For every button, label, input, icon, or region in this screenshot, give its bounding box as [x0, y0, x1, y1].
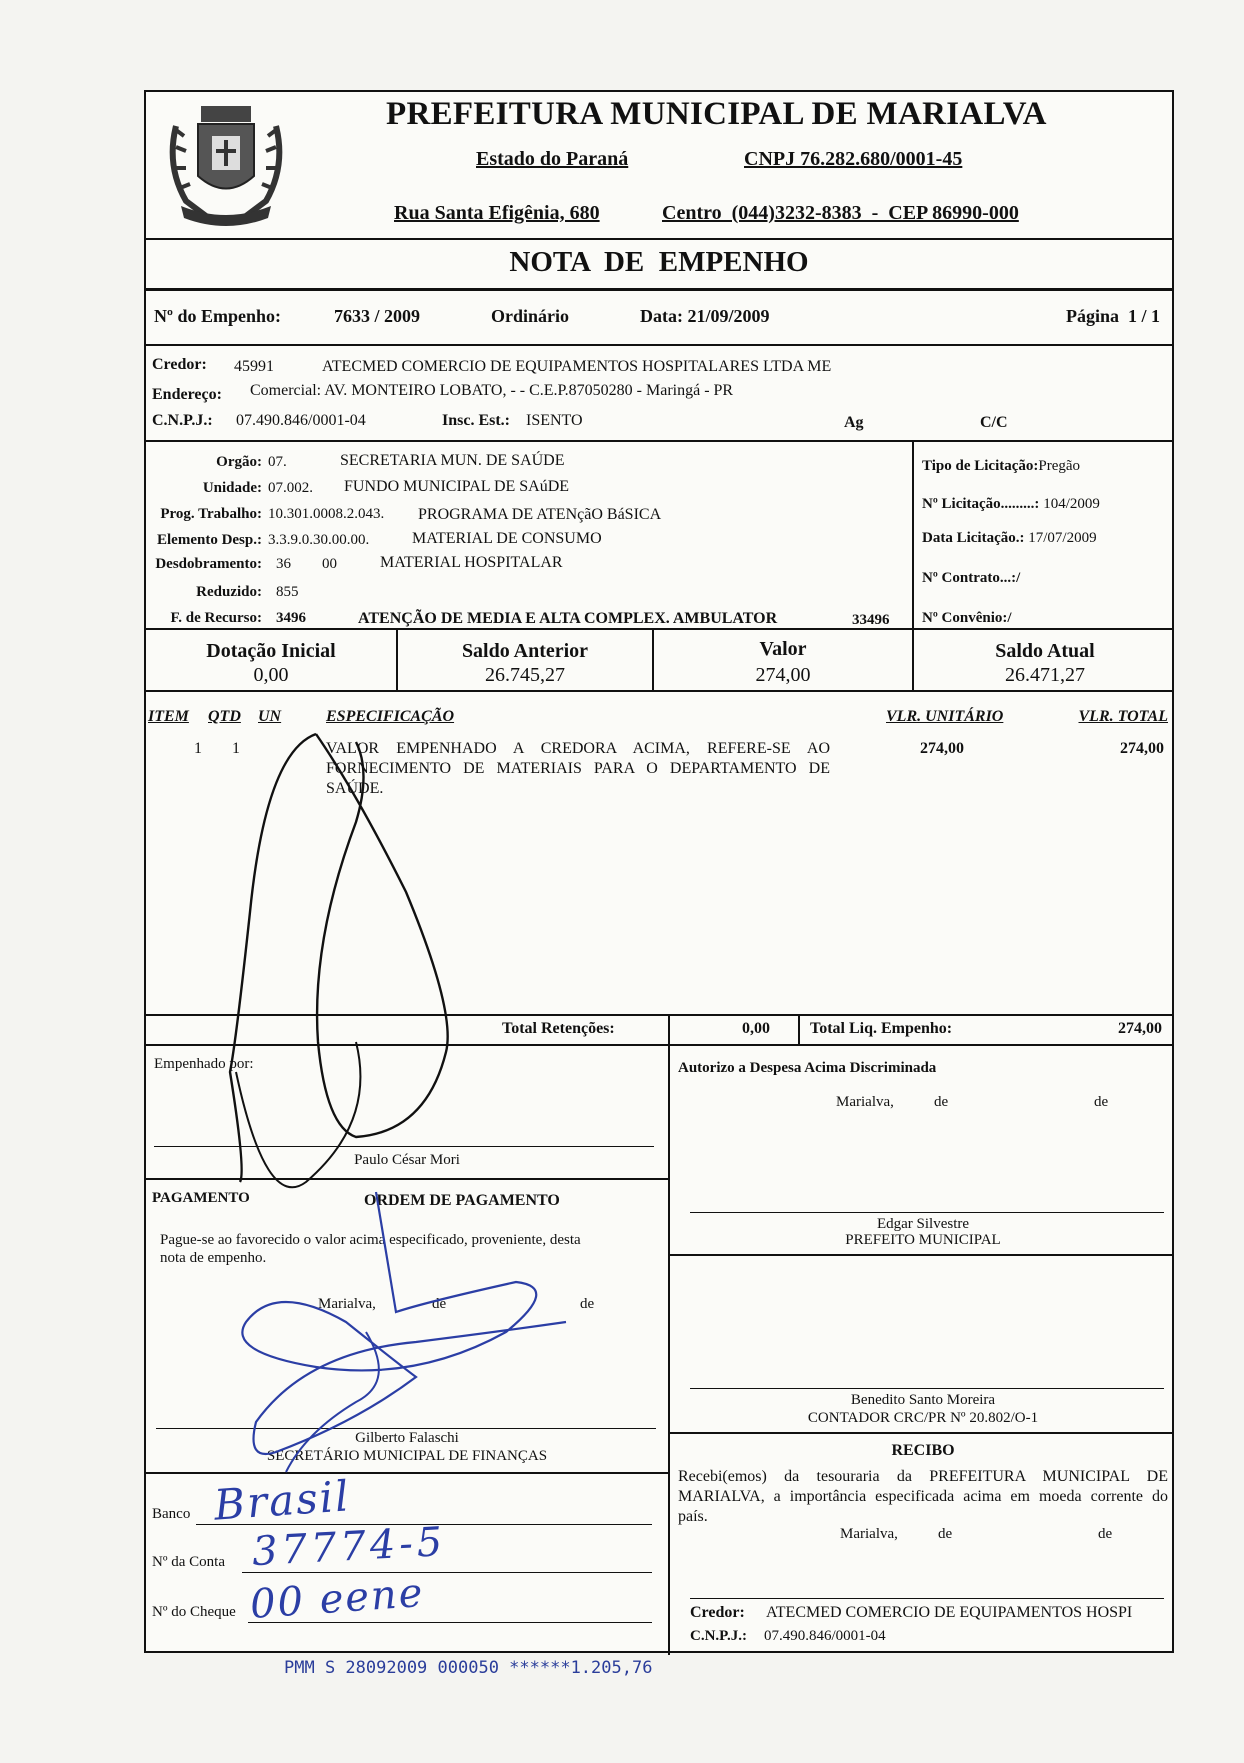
data-licitacao-value: 17/07/2009	[1028, 530, 1097, 546]
item-specification-line: SAÚDE.	[326, 780, 384, 797]
empenhado-por-label: Empenhado por:	[154, 1056, 254, 1072]
empenho-number-label: Nº do Empenho:	[154, 306, 281, 326]
divider	[146, 690, 1172, 692]
tipo-licitacao	[922, 458, 1080, 475]
insc-label: Insc. Est.:	[442, 412, 511, 429]
desdobramento-label: Desdobramento:	[155, 556, 262, 572]
numero-licitacao-label: Nº Licitação.........:	[922, 496, 1040, 512]
recibo-cnpj-label: C.N.P.J.:	[690, 1628, 747, 1644]
divider	[146, 440, 1172, 442]
credor-code: 45991	[234, 358, 274, 375]
empenho-number-value: 7633 / 2009	[334, 306, 421, 326]
saldo-anterior-value: 26.745,27	[485, 664, 565, 686]
prefeito-title: PREFEITO MUNICIPAL	[845, 1232, 1001, 1248]
credor-label: Credor:	[152, 356, 207, 373]
page-number: Página 1 / 1	[1065, 306, 1160, 326]
pagamento-date-de: de	[432, 1296, 447, 1312]
qtd-column-header: QTD	[208, 708, 241, 725]
ordem-pagamento-label: ORDEM DE PAGAMENTO	[364, 1192, 560, 1209]
desdobramento-name: MATERIAL HOSPITALAR	[380, 554, 563, 571]
divider	[146, 238, 1172, 240]
saldo-anterior-label: Saldo Anterior	[461, 640, 589, 662]
reduzido-label: Reduzido:	[196, 584, 262, 600]
signature-line	[156, 1428, 656, 1429]
divider	[146, 288, 1172, 291]
municipality-cnpj: CNPJ 76.282.680/0001-45	[744, 148, 963, 170]
unidade-label: Unidade:	[202, 480, 262, 496]
signature-line	[690, 1212, 1164, 1213]
pagamento-date-de: de	[580, 1296, 595, 1312]
total-liquido-value: 274,00	[1118, 1020, 1162, 1037]
empenho-type: Ordinário	[491, 306, 570, 326]
municipality-title: PREFEITURA MUNICIPAL DE MARIALVA	[386, 96, 1047, 132]
fonte-recurso-code: 3496	[276, 610, 306, 626]
divider	[146, 1472, 668, 1474]
agencia-label: Ag	[844, 414, 864, 431]
banco-handwritten: Brasil	[212, 1471, 352, 1530]
unidade-code: 07.002.	[268, 480, 313, 496]
fonte-recurso-label: F. de Recurso:	[170, 610, 262, 626]
signature-line	[690, 1598, 1164, 1599]
total-liquido-label: Total Liq. Empenho:	[810, 1020, 953, 1037]
saldo-atual-value: 26.471,27	[1005, 664, 1085, 686]
state-label: Estado do Paraná	[476, 148, 629, 170]
secretario-title: SECRETÁRIO MUNICIPAL DE FINANÇAS	[266, 1448, 548, 1464]
cheque-handwritten: 00 eene	[248, 1569, 426, 1629]
municipal-crest-logo	[156, 96, 296, 236]
valor-value: 274,00	[755, 664, 811, 686]
autorizo-label: Autorizo a Despesa Acima Discriminada	[678, 1060, 937, 1076]
fonte-recurso-number: 33496	[852, 612, 890, 628]
recibo-text: país.	[678, 1508, 708, 1525]
secretario-name: Gilberto Falaschi	[355, 1430, 459, 1446]
insc-value: ISENTO	[526, 412, 583, 429]
valor-label: Valor	[759, 638, 807, 660]
recibo-title: RECIBO	[891, 1442, 955, 1459]
recibo-date-de: de	[938, 1526, 953, 1542]
divider	[146, 344, 1172, 346]
dotacao-inicial-value: 0,00	[253, 664, 289, 686]
conta-label: Nº da Conta	[152, 1554, 225, 1570]
desdobramento-sub: 00	[322, 556, 337, 572]
prog-trabalho-name: PROGRAMA DE ATENçãO BáSICA	[418, 506, 662, 523]
recibo-text: Recebi(emos) da tesouraria da PREFEITURA MUNICIPAL DE	[678, 1468, 1168, 1485]
street-address: Rua Santa Efigênia, 680	[394, 202, 600, 224]
recibo-credor-label: Credor:	[690, 1604, 745, 1621]
empenho-date: Data: 21/09/2009	[640, 306, 770, 326]
data-licitacao-label: Data Licitação.:	[922, 530, 1025, 546]
credor-name: ATECMED COMERCIO DE EQUIPAMENTOS HOSPITALARES LTDA ME	[322, 358, 832, 375]
un-column-header: UN	[258, 708, 282, 725]
tipo-licitacao-value: Pregão	[1038, 458, 1081, 474]
dotacao-inicial-label: Dotação Inicial	[206, 640, 336, 662]
orgao-code: 07.	[268, 454, 287, 470]
prefeito-name: Edgar Silvestre	[876, 1216, 970, 1232]
desdobramento-code: 36	[276, 556, 291, 572]
recibo-credor-value: ATECMED COMERCIO DE EQUIPAMENTOS HOSPI	[766, 1604, 1133, 1621]
item-number: 1	[194, 740, 202, 757]
elemento-despesa-name: MATERIAL DE CONSUMO	[412, 530, 602, 547]
document-title: NOTA DE EMPENHO	[509, 246, 809, 278]
recibo-text: MARIALVA, a importância especificada acima em moeda corrente do	[678, 1488, 1168, 1505]
cheque-label: Nº do Cheque	[152, 1604, 236, 1620]
numero-licitacao-value: 104/2009	[1043, 496, 1100, 512]
divider	[798, 1014, 800, 1044]
signature-line	[154, 1146, 654, 1147]
numero-contrato: Nº Contrato...:/	[922, 570, 1021, 586]
divider	[912, 440, 914, 628]
item-unit-value: 274,00	[920, 740, 964, 757]
divider	[668, 1044, 670, 1655]
credor-cnpj-label: C.N.P.J.:	[152, 412, 213, 429]
endereco-value: Comercial: AV. MONTEIRO LOBATO, - - C.E.P.87050280 - Maringá - PR	[250, 382, 734, 399]
numero-licitacao	[922, 496, 1100, 513]
pagamento-text: nota de empenho.	[160, 1250, 267, 1266]
divider	[146, 1044, 1172, 1046]
contador-title: CONTADOR CRC/PR Nº 20.802/O-1	[807, 1410, 1039, 1426]
nota-empenho-form	[144, 90, 1174, 1653]
credor-cnpj-value: 07.490.846/0001-04	[236, 412, 366, 429]
prog-trabalho-code: 10.301.0008.2.043.	[268, 506, 385, 522]
conta-handwritten: 37774-5	[250, 1518, 448, 1576]
numero-convenio: Nº Convênio:/	[922, 610, 1012, 626]
recibo-cnpj-value: 07.490.846/0001-04	[764, 1628, 886, 1644]
divider	[670, 1254, 1172, 1256]
orgao-label: Orgão:	[216, 454, 262, 470]
pagamento-text: Pague-se ao favorecido o valor acima especificado, proveniente, desta	[160, 1232, 581, 1248]
item-quantity: 1	[232, 740, 240, 757]
contador-name: Benedito Santo Moreira	[850, 1392, 996, 1408]
saldo-atual-label: Saldo Atual	[995, 640, 1095, 662]
conta-corrente-label: C/C	[980, 414, 1008, 431]
pagamento-label: PAGAMENTO	[152, 1190, 250, 1206]
item-specification-line: VALOR EMPENHADO A CREDORA ACIMA, REFERE-SE AO	[326, 740, 830, 757]
autorizo-city: Marialva,	[836, 1094, 894, 1110]
data-licitacao	[922, 530, 1097, 547]
tipo-licitacao-label: Tipo de Licitação:	[922, 458, 1039, 474]
total-retencoes-value: 0,00	[742, 1020, 770, 1037]
elemento-despesa-label: Elemento Desp.:	[157, 532, 262, 548]
autorizo-date-de: de	[1094, 1094, 1109, 1110]
endereco-label: Endereço:	[152, 386, 222, 403]
total-retencoes-label: Total Retenções:	[502, 1020, 615, 1037]
prog-trabalho-label: Prog. Trabalho:	[160, 506, 262, 522]
reduzido-value: 855	[276, 584, 299, 600]
banco-label: Banco	[152, 1506, 191, 1522]
divider	[146, 1178, 668, 1180]
especificacao-column-header: ESPECIFICAÇÃO	[326, 708, 455, 725]
elemento-despesa-code: 3.3.9.0.30.00.00.	[268, 532, 370, 548]
recibo-city: Marialva,	[840, 1526, 898, 1542]
divider	[668, 1014, 670, 1044]
recibo-date-de: de	[1098, 1526, 1113, 1542]
autorizo-date-de: de	[934, 1094, 949, 1110]
item-column-header: ITEM	[148, 708, 189, 725]
unidade-name: FUNDO MUNICIPAL DE SAúDE	[344, 478, 570, 495]
pagamento-city: Marialva,	[318, 1296, 376, 1312]
vlr-unitario-column-header: VLR. UNITÁRIO	[886, 708, 1004, 725]
fonte-recurso-name: ATENÇÃO DE MEDIA E ALTA COMPLEX. AMBULATOR	[358, 610, 778, 627]
item-total-value: 274,00	[1120, 740, 1164, 757]
divider	[146, 1014, 1172, 1016]
signature-line	[690, 1388, 1164, 1389]
vlr-total-column-header: VLR. TOTAL	[1078, 708, 1168, 725]
divider	[670, 1432, 1172, 1434]
empenhado-por-name: Paulo César Mori	[354, 1152, 460, 1168]
bank-authentication-stamp: PMM S 28092009 000050 ******1.205,76	[284, 1658, 653, 1678]
orgao-name: SECRETARIA MUN. DE SAÚDE	[340, 452, 565, 469]
divider	[146, 628, 1172, 630]
address-details: Centro (044)3232-8383 - CEP 86990-000	[662, 202, 1019, 224]
item-specification-line: FORNECIMENTO DE MATERIAIS PARA O DEPARTAMENTO DE	[326, 760, 830, 777]
